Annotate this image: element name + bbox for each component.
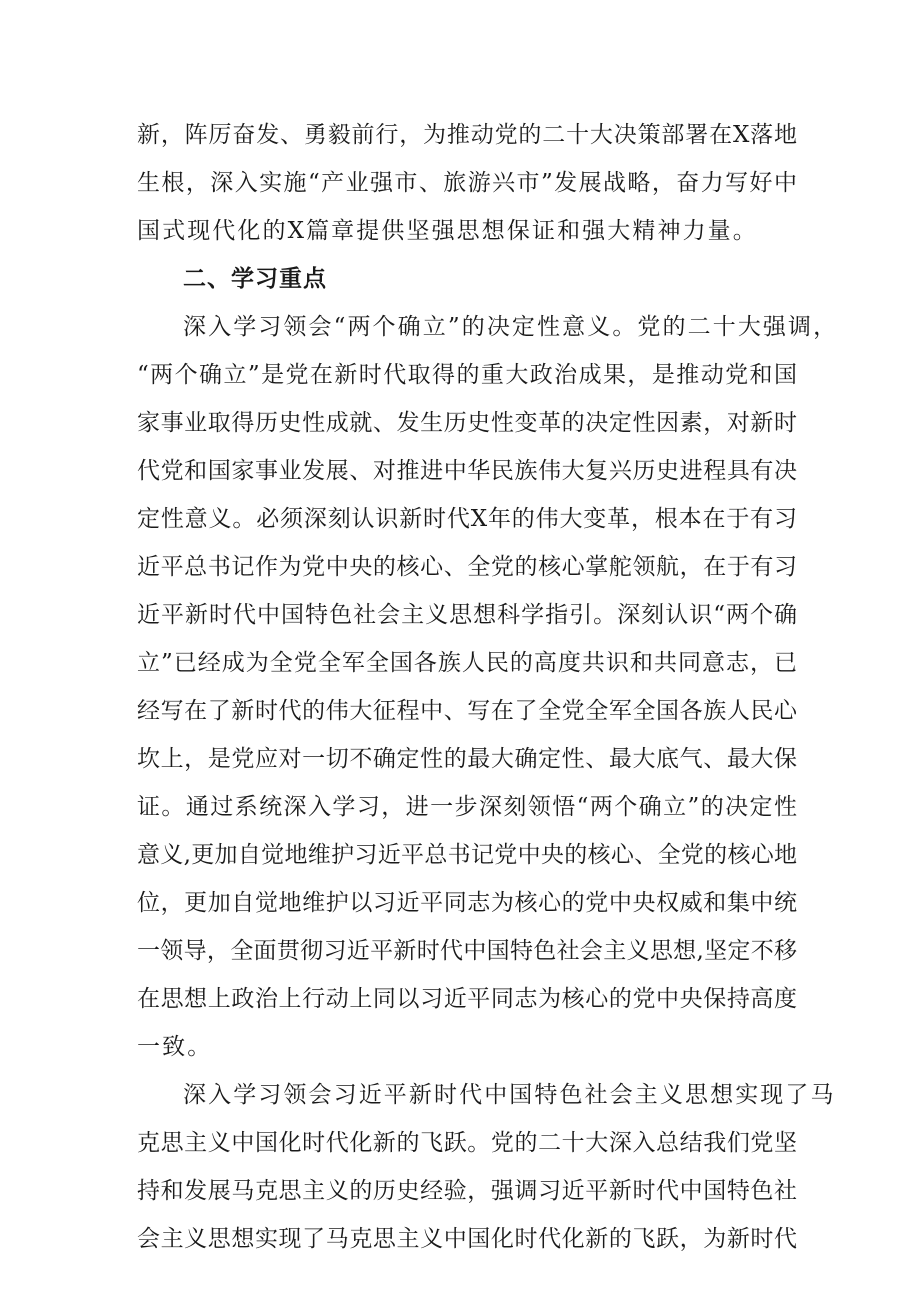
section-heading: 二、学习重点: [183, 266, 327, 292]
paragraph-line: 新，阵厉奋发、勇毅前行，为推动党的二十大决策部署在X落地: [137, 122, 797, 148]
paragraph-line: 国式现代化的X篇章提供坚强思想保证和强大精神力量。: [137, 218, 758, 244]
paragraph-line: 近平总书记作为党中央的核心、全党的核心掌舵领航，在于有习: [137, 554, 797, 580]
paragraph-line: 深入学习领会“两个确立”的决定性意义。党的二十大强调，: [183, 314, 839, 340]
paragraph-line: 克思主义中国化时代化新的飞跃。党的二十大深入总结我们党坚: [137, 1130, 797, 1156]
paragraph-line: 近平新时代中国特色社会主义思想科学指引。深刻认识“两个确: [137, 602, 797, 628]
paragraph-line: “两个确立”是党在新时代取得的重大政治成果，是推动党和国: [137, 362, 797, 388]
paragraph-line: 一致。: [137, 1034, 213, 1060]
paragraph-line: 证。通过系统深入学习，进一步深刻领悟“两个确立”的决定性: [137, 794, 797, 820]
paragraph-line: 定性意义。必须深刻认识新时代X年的伟大变革，根本在于有习: [137, 506, 797, 532]
paragraph-line: 持和发展马克思主义的历史经验，强调习近平新时代中国特色社: [137, 1178, 797, 1204]
paragraph-line: 位，更加自觉地维护以习近平同志为核心的党中央权威和集中统: [137, 890, 797, 916]
paragraph-line: 生根，深入实施“产业强市、旅游兴市”发展战略，奋力写好中: [137, 170, 797, 196]
paragraph-line: 经写在了新时代的伟大征程中、写在了全党全军全国各族人民心: [137, 698, 797, 724]
paragraph-line: 坎上，是党应对一切不确定性的最大确定性、最大底气、最大保: [137, 746, 797, 772]
paragraph-line: 家事业取得历史性成就、发生历史性变革的决定性因素，对新时: [137, 410, 797, 436]
paragraph-line: 在思想上政治上行动上同以习近平同志为核心的党中央保持高度: [137, 986, 797, 1012]
paragraph-line: 会主义思想实现了马克思主义中国化时代化新的飞跃，为新时代: [137, 1226, 797, 1252]
paragraph-line: 代党和国家事业发展、对推进中华民族伟大复兴历史进程具有决: [137, 458, 797, 484]
paragraph-line: 一领导，全面贯彻习近平新时代中国特色社会主义思想,坚定不移: [137, 938, 797, 964]
paragraph-line: 立”已经成为全党全军全国各族人民的高度共识和共同意志，已: [137, 650, 797, 676]
paragraph-line: 意义,更加自觉地维护习近平总书记党中央的核心、全党的核心地: [137, 842, 797, 868]
paragraph-line: 深入学习领会习近平新时代中国特色社会主义思想实现了马: [183, 1082, 836, 1108]
